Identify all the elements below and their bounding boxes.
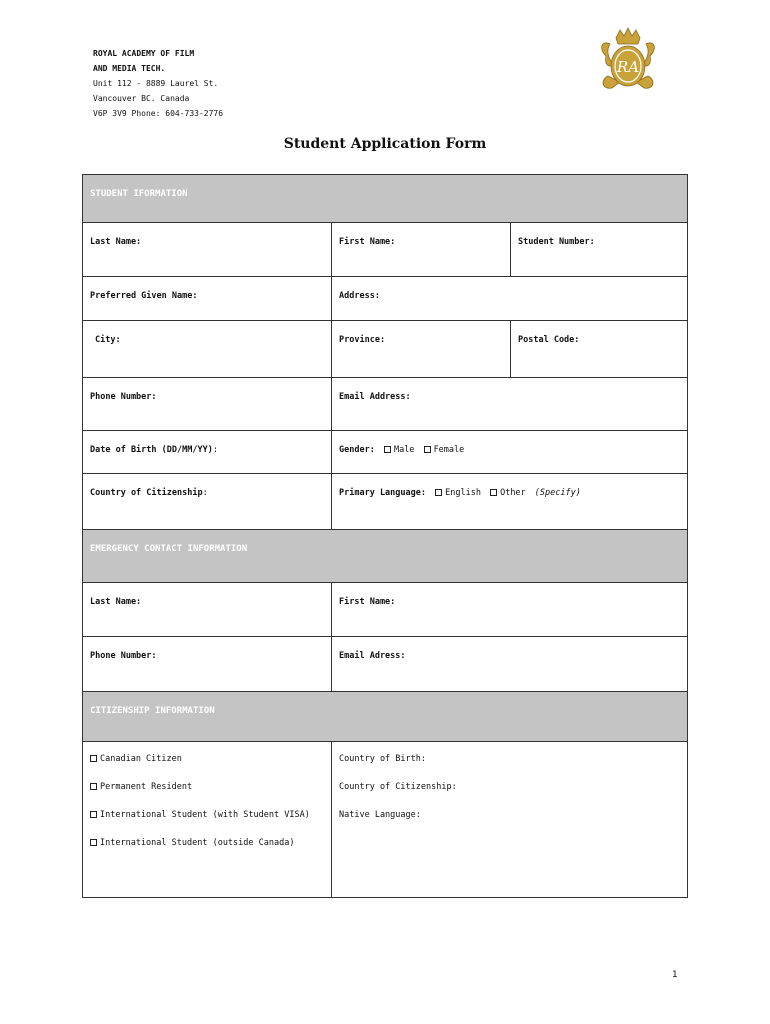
citizenship-option: [90, 782, 324, 810]
postal-code-label: Postal Code:: [518, 335, 580, 345]
form-row: [82, 582, 688, 637]
email-address-label: Email Address:: [339, 392, 411, 402]
country-of-birth-field[interactable]: [339, 754, 680, 782]
organization-header: [93, 46, 223, 121]
province-label: Province:: [339, 335, 386, 345]
gender-female-label: Female: [433, 445, 465, 455]
city-field[interactable]: [83, 321, 331, 377]
language-specify-label: (Specify): [534, 488, 581, 498]
form-row: [82, 637, 688, 692]
last-name-label: Last Name:: [90, 237, 142, 247]
section-heading-student: STUDENT IFORMATION: [82, 174, 688, 222]
phone-number-field[interactable]: [83, 378, 331, 430]
email-address-field[interactable]: [331, 378, 687, 430]
language-other-label: Other: [500, 488, 526, 498]
language-other-checkbox[interactable]: [490, 489, 497, 496]
citizenship-details: [331, 742, 687, 897]
citizenship-option-label: Canadian Citizen: [100, 754, 182, 764]
citizenship-country-field[interactable]: [339, 782, 680, 810]
citizenship-option-label: International Student (with Student VISA): [100, 810, 310, 820]
page-number: 1: [672, 970, 678, 980]
date-of-birth-label: Date of Birth (DD/MM/YY): [90, 445, 213, 455]
address-line3: V6P 3V9 Phone: 604-733-2776: [93, 109, 224, 118]
emergency-phone-number-field[interactable]: [83, 637, 331, 691]
address-line1: Unit 112 - 8889 Laurel St.: [93, 79, 219, 88]
phone-number-label: Phone Number:: [90, 392, 157, 402]
form-row: [82, 321, 688, 378]
preferred-given-name-label: Preferred Given Name:: [90, 291, 198, 301]
form-row: [82, 741, 688, 898]
gender-label: Gender:: [339, 445, 375, 455]
native-language-label: Native Language:: [339, 810, 421, 820]
citizenship-option-label: Permanent Resident: [100, 782, 193, 792]
crest-logo-icon: [592, 26, 664, 98]
city-label: City:: [95, 335, 121, 345]
emergency-phone-number-label: Phone Number:: [90, 651, 157, 661]
page-title: Student Application Form: [283, 136, 487, 152]
citizenship-option: [90, 754, 324, 782]
form-row: [82, 474, 688, 530]
date-of-birth-colon: :: [212, 445, 218, 455]
emergency-email-field[interactable]: [331, 637, 687, 691]
gender-male-label: Male: [393, 445, 415, 455]
country-of-birth-label: Country of Birth:: [339, 754, 426, 764]
section-heading-emergency: EMERGENCY CONTACT INFORMATION: [82, 530, 688, 582]
native-language-field[interactable]: [339, 810, 680, 838]
student-number-label: Student Number:: [518, 237, 595, 247]
first-name-label: First Name:: [339, 237, 396, 247]
country-of-citizenship-colon: :: [202, 488, 208, 498]
language-english-checkbox[interactable]: [435, 489, 442, 496]
org-name-line1: ROYAL ACADEMY OF FILM: [93, 49, 195, 58]
application-form: [82, 174, 688, 898]
citizenship-option-checkbox[interactable]: [90, 755, 97, 762]
postal-code-field[interactable]: [510, 321, 687, 377]
student-number-field[interactable]: [510, 223, 687, 276]
citizenship-country-label: Country of Citizenship:: [339, 782, 457, 792]
last-name-field[interactable]: [83, 223, 331, 276]
emergency-first-name-field[interactable]: [331, 583, 687, 636]
form-row: [82, 431, 688, 474]
section-heading-citizenship: CITIZENSHIP INFORMATION: [82, 692, 688, 741]
emergency-first-name-label: First Name:: [339, 597, 396, 607]
province-field[interactable]: [331, 321, 510, 377]
org-name-line2: AND MEDIA TECH.: [93, 64, 166, 73]
date-of-birth-field[interactable]: [83, 431, 331, 473]
gender-male-checkbox[interactable]: [384, 446, 391, 453]
language-english-label: English: [445, 488, 481, 498]
primary-language-label: Primary Language:: [339, 488, 426, 498]
first-name-field[interactable]: [331, 223, 510, 276]
address-line2: Vancouver BC. Canada: [93, 94, 190, 103]
citizenship-option-checkbox[interactable]: [90, 811, 97, 818]
address-label: Address:: [339, 291, 380, 301]
primary-language-field: [331, 474, 687, 529]
emergency-last-name-label: Last Name:: [90, 597, 142, 607]
emergency-email-label: Email Adress:: [339, 651, 406, 661]
form-row: [82, 378, 688, 431]
address-field[interactable]: [331, 277, 687, 320]
country-of-citizenship-field[interactable]: [83, 474, 331, 529]
citizenship-option-checkbox[interactable]: [90, 839, 97, 846]
citizenship-option: [90, 838, 324, 866]
form-row: [82, 222, 688, 277]
gender-field: [331, 431, 687, 473]
gender-female-checkbox[interactable]: [424, 446, 431, 453]
citizenship-option-label: International Student (outside Canada): [100, 838, 295, 848]
country-of-citizenship-label: Country of Citizenship: [90, 488, 203, 498]
citizenship-status-options: [83, 742, 331, 897]
citizenship-option: [90, 810, 324, 838]
citizenship-option-checkbox[interactable]: [90, 783, 97, 790]
emergency-last-name-field[interactable]: [83, 583, 331, 636]
preferred-given-name-field[interactable]: [83, 277, 331, 320]
logo-initials: RA: [616, 58, 640, 76]
form-row: [82, 277, 688, 321]
